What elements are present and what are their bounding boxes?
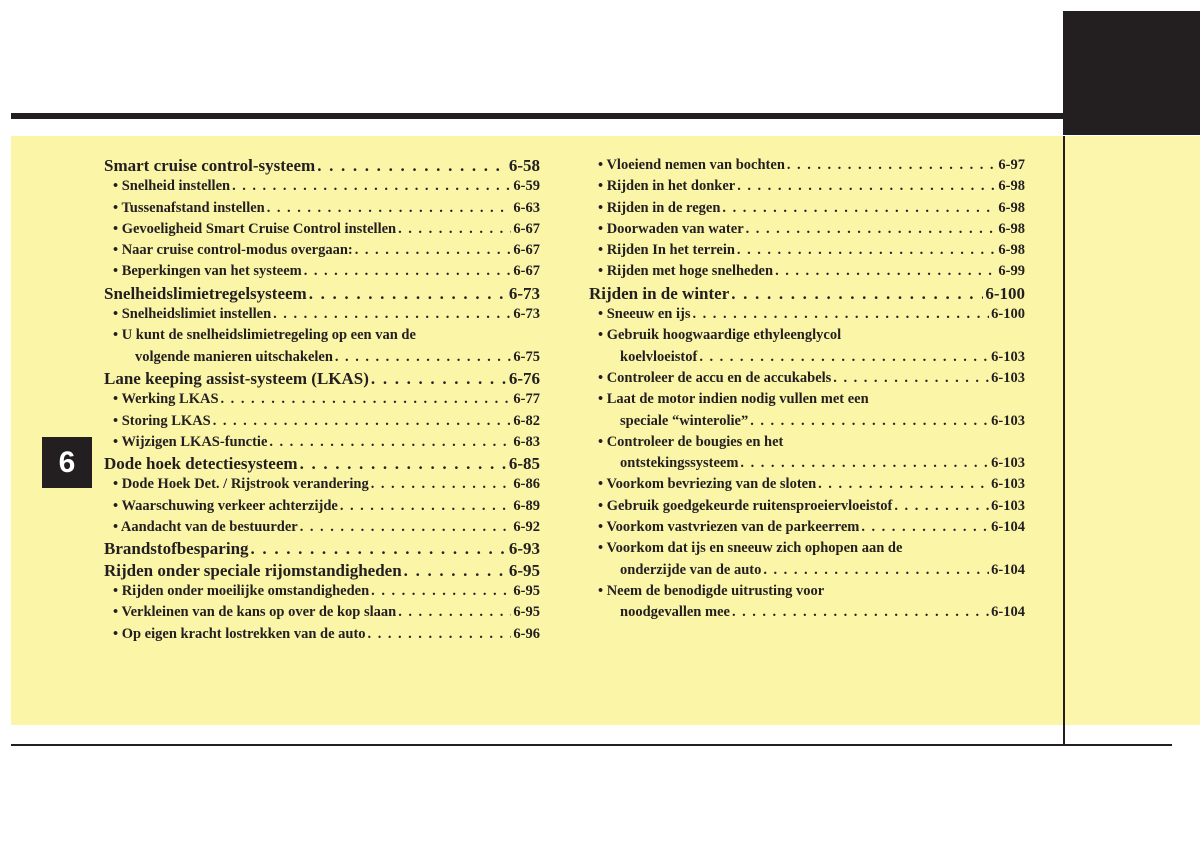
toc-section-entry[interactable] xyxy=(589,283,1025,304)
toc-page-number: 6-89 xyxy=(513,497,540,514)
toc-left-column xyxy=(104,155,540,645)
toc-entry[interactable] xyxy=(104,411,540,432)
toc-page-number: 6-85 xyxy=(508,454,540,474)
toc-page-number: 6-100 xyxy=(991,306,1025,323)
toc-entry-title: • Tussenafstand instellen xyxy=(113,199,265,216)
toc-leader-dots xyxy=(300,517,512,538)
toc-leader-dots xyxy=(368,624,512,645)
toc-entry[interactable] xyxy=(589,176,1025,197)
toc-entry-title: • Storing LKAS xyxy=(113,412,211,429)
toc-entry-title: noodgevallen mee xyxy=(620,604,730,621)
toc-entry[interactable] xyxy=(589,219,1025,240)
toc-page-number: 6-86 xyxy=(513,476,540,493)
toc-leader-dots xyxy=(833,368,989,389)
toc-page-number: 6-63 xyxy=(513,199,540,216)
toc-leader-dots xyxy=(317,155,507,176)
toc-entry-title: • Rijden in de regen xyxy=(598,199,721,216)
toc-leader-dots xyxy=(693,304,990,325)
toc-entry[interactable] xyxy=(104,176,540,197)
toc-leader-dots xyxy=(371,581,511,602)
toc-page-number: 6-103 xyxy=(991,455,1025,472)
toc-page-number: 6-99 xyxy=(998,263,1025,280)
corner-block xyxy=(1063,11,1200,135)
toc-page-number: 6-98 xyxy=(998,178,1025,195)
toc-page-number: 6-73 xyxy=(508,283,540,303)
toc-leader-dots xyxy=(335,347,512,368)
side-strip xyxy=(1063,136,1200,725)
toc-page-number: 6-96 xyxy=(513,625,540,642)
toc-leader-dots xyxy=(221,389,512,410)
toc-page-number: 6-98 xyxy=(998,199,1025,216)
toc-leader-dots xyxy=(699,347,989,368)
toc-entry-title: • Voorkom vastvriezen van de parkeerrem xyxy=(598,519,860,536)
toc-leader-dots xyxy=(304,261,512,282)
toc-page-number: 6-104 xyxy=(991,604,1025,621)
toc-page-number: 6-104 xyxy=(991,519,1025,536)
toc-entry-title: • Voorkom dat ijs en sneeuw zich ophopen aan de xyxy=(598,540,903,557)
toc-entry-title: • Beperkingen van het systeem xyxy=(113,263,302,280)
toc-entry[interactable] xyxy=(589,538,1025,559)
toc-page-number: 6-104 xyxy=(991,561,1025,578)
toc-leader-dots xyxy=(787,155,997,176)
toc-entry[interactable] xyxy=(589,496,1025,517)
toc-entry-title: • Vloeiend nemen van bochten xyxy=(598,157,785,173)
toc-entry[interactable] xyxy=(589,581,1025,602)
toc-entry[interactable] xyxy=(589,432,1025,453)
toc-entry[interactable] xyxy=(104,219,540,240)
toc-entry-title: • Controleer de accu en de accukabels xyxy=(598,369,832,386)
toc-entry[interactable] xyxy=(589,474,1025,495)
toc-leader-dots xyxy=(750,411,989,432)
toc-entry-title: • Rijden met hoge snelheden xyxy=(598,263,774,280)
toc-entry-title: • Wijzigen LKAS-functie xyxy=(113,433,268,450)
toc-leader-dots xyxy=(737,240,996,261)
toc-leader-dots xyxy=(746,219,997,240)
toc-page-number: 6-103 xyxy=(991,412,1025,429)
toc-page-number: 6-58 xyxy=(508,156,540,175)
toc-leader-dots xyxy=(398,602,511,623)
toc-leader-dots xyxy=(404,560,507,581)
toc-entry-title: • Verkleinen van de kans op over de kop slaan xyxy=(113,604,397,621)
toc-entry-title: • Sneeuw en ijs xyxy=(598,306,691,323)
toc-entry[interactable] xyxy=(589,347,1025,368)
toc-entry-title: • Neem de benodigde uitrusting voor xyxy=(598,582,825,599)
top-rule xyxy=(11,113,1063,119)
toc-entry-title: • Snelheid instellen xyxy=(113,178,231,195)
toc-page-number: 6-59 xyxy=(513,178,540,195)
toc-page-number: 6-76 xyxy=(508,368,540,388)
chapter-tab: 6 xyxy=(42,437,92,488)
toc-leader-dots xyxy=(355,240,512,261)
toc-entry-title: Smart cruise control-systeem xyxy=(104,156,316,175)
toc-leader-dots xyxy=(894,496,989,517)
toc-entry[interactable] xyxy=(104,581,540,602)
toc-entry-title: • Rijden onder moeilijke omstandigheden xyxy=(113,582,370,599)
divider-line xyxy=(1063,725,1065,745)
toc-entry-title: • Rijden in het donker xyxy=(598,178,736,195)
toc-section-entry[interactable] xyxy=(104,453,540,474)
toc-entry-title: • Waarschuwing verkeer achterzijde xyxy=(113,497,338,514)
toc-entry[interactable] xyxy=(104,432,540,453)
toc-page-number: 6-103 xyxy=(991,476,1025,493)
toc-entry[interactable] xyxy=(589,453,1025,474)
toc-entry-title: koelvloeistof xyxy=(620,348,698,365)
toc-leader-dots xyxy=(722,198,996,219)
toc-entry[interactable] xyxy=(104,474,540,495)
toc-entry[interactable] xyxy=(589,325,1025,346)
toc-leader-dots xyxy=(732,602,989,623)
toc-page-number: 6-67 xyxy=(513,242,540,259)
toc-page-number: 6-77 xyxy=(513,391,540,408)
toc-entry-title: • Voorkom bevriezing van de sloten xyxy=(598,476,817,493)
toc-entry-title: • Op eigen kracht lostrekken van de auto xyxy=(113,625,366,642)
toc-page-number: 6-103 xyxy=(991,348,1025,365)
toc-leader-dots xyxy=(267,198,512,219)
toc-page-number: 6-67 xyxy=(513,263,540,280)
toc-entry[interactable] xyxy=(104,261,540,282)
toc-section-entry[interactable] xyxy=(104,283,540,304)
toc-page-number: 6-100 xyxy=(985,283,1025,303)
toc-page-number: 6-83 xyxy=(513,433,540,450)
toc-right-column xyxy=(589,155,1025,624)
toc-entry-title: Rijden in de winter xyxy=(589,283,730,303)
toc-page-number: 6-103 xyxy=(991,497,1025,514)
toc-entry[interactable] xyxy=(104,304,540,325)
toc-entry[interactable] xyxy=(104,198,540,219)
toc-leader-dots xyxy=(273,304,511,325)
toc-leader-dots xyxy=(775,261,996,282)
toc-page-number: 6-93 xyxy=(508,539,540,559)
toc-entry-title: • Dode Hoek Det. / Rijstrook verandering xyxy=(113,476,369,493)
toc-entry[interactable] xyxy=(589,602,1025,623)
toc-leader-dots xyxy=(737,176,996,197)
toc-entry-title: Brandstofbesparing xyxy=(104,539,249,559)
toc-entry[interactable] xyxy=(589,560,1025,581)
toc-leader-dots xyxy=(269,432,511,453)
toc-leader-dots xyxy=(251,538,507,559)
toc-entry-title: • Aandacht van de bestuurder xyxy=(113,519,298,536)
toc-leader-dots xyxy=(740,453,989,474)
toc-entry[interactable] xyxy=(589,240,1025,261)
toc-entry-title: • Naar cruise control-modus overgaan: xyxy=(113,242,353,259)
toc-leader-dots xyxy=(731,283,983,304)
toc-leader-dots xyxy=(861,517,989,538)
toc-leader-dots xyxy=(213,411,512,432)
toc-entry-title: Lane keeping assist-systeem (LKAS) xyxy=(104,368,369,388)
toc-entry-title: • Rijden In het terrein xyxy=(598,242,735,259)
toc-leader-dots xyxy=(371,474,512,495)
toc-leader-dots xyxy=(398,219,511,240)
toc-entry-title: • Doorwaden van water xyxy=(598,220,744,237)
toc-leader-dots xyxy=(371,368,507,389)
toc-leader-dots xyxy=(300,453,507,474)
bottom-rule xyxy=(11,744,1172,746)
toc-entry[interactable] xyxy=(104,325,540,346)
toc-section-entry[interactable] xyxy=(104,538,540,559)
toc-entry[interactable] xyxy=(104,347,540,368)
toc-entry[interactable] xyxy=(589,198,1025,219)
toc-entry-title: Dode hoek detectiesysteem xyxy=(104,454,298,474)
toc-entry[interactable] xyxy=(589,304,1025,325)
toc-leader-dots xyxy=(763,560,989,581)
toc-entry-title: speciale “winterolie” xyxy=(620,412,749,429)
toc-page-number: 6-67 xyxy=(513,220,540,237)
toc-section-entry[interactable] xyxy=(104,560,540,581)
toc-page-number: 6-97 xyxy=(998,157,1025,173)
toc-entry-title: • U kunt de snelheidslimietregeling op een van de xyxy=(113,327,416,344)
toc-entry[interactable] xyxy=(104,496,540,517)
toc-entry-title: volgende manieren uitschakelen xyxy=(135,348,333,365)
toc-entry[interactable] xyxy=(104,517,540,538)
toc-entry[interactable] xyxy=(589,261,1025,282)
toc-entry[interactable] xyxy=(589,389,1025,410)
toc-entry-title: • Werking LKAS xyxy=(113,391,219,408)
toc-section-entry[interactable] xyxy=(104,368,540,389)
toc-page-number: 6-92 xyxy=(513,519,540,536)
toc-entry[interactable] xyxy=(104,240,540,261)
toc-page-number: 6-82 xyxy=(513,412,540,429)
toc-page-number: 6-75 xyxy=(513,348,540,365)
toc-entry-title: Snelheidslimietregelsysteem xyxy=(104,283,307,303)
toc-page-number: 6-73 xyxy=(513,306,540,323)
toc-leader-dots xyxy=(818,474,989,495)
toc-entry[interactable] xyxy=(104,389,540,410)
toc-leader-dots xyxy=(340,496,512,517)
toc-entry-title: • Laat de motor indien nodig vullen met een xyxy=(598,391,869,408)
toc-entry-title: • Gevoeligheid Smart Cruise Control instellen xyxy=(113,220,397,237)
toc-entry-title: Rijden onder speciale rijomstandigheden xyxy=(104,560,402,580)
toc-entry-title: ontstekingssysteem xyxy=(620,455,739,472)
toc-entry[interactable] xyxy=(104,624,540,645)
toc-entry[interactable] xyxy=(589,411,1025,432)
toc-page-number: 6-98 xyxy=(998,242,1025,259)
toc-entry-title: • Gebruik goedgekeurde ruitensproeiervloeistof xyxy=(598,497,893,514)
toc-entry[interactable] xyxy=(589,517,1025,538)
toc-entry[interactable] xyxy=(589,368,1025,389)
toc-leader-dots xyxy=(309,283,507,304)
toc-entry[interactable] xyxy=(104,602,540,623)
toc-entry-title: • Snelheidslimiet instellen xyxy=(113,306,272,323)
toc-leader-dots xyxy=(232,176,511,197)
toc-entry[interactable] xyxy=(589,155,1025,176)
toc-entry-title: • Controleer de bougies en het xyxy=(598,433,784,450)
toc-section-entry[interactable] xyxy=(104,155,540,176)
toc-entry-title: • Gebruik hoogwaardige ethyleenglycol xyxy=(598,327,842,344)
toc-entry-title: onderzijde van de auto xyxy=(620,561,762,578)
toc-page-number: 6-103 xyxy=(991,369,1025,386)
toc-page-number: 6-98 xyxy=(998,220,1025,237)
toc-page-number: 6-95 xyxy=(513,582,540,599)
toc-page-number: 6-95 xyxy=(508,560,540,580)
toc-page-number: 6-95 xyxy=(513,604,540,621)
